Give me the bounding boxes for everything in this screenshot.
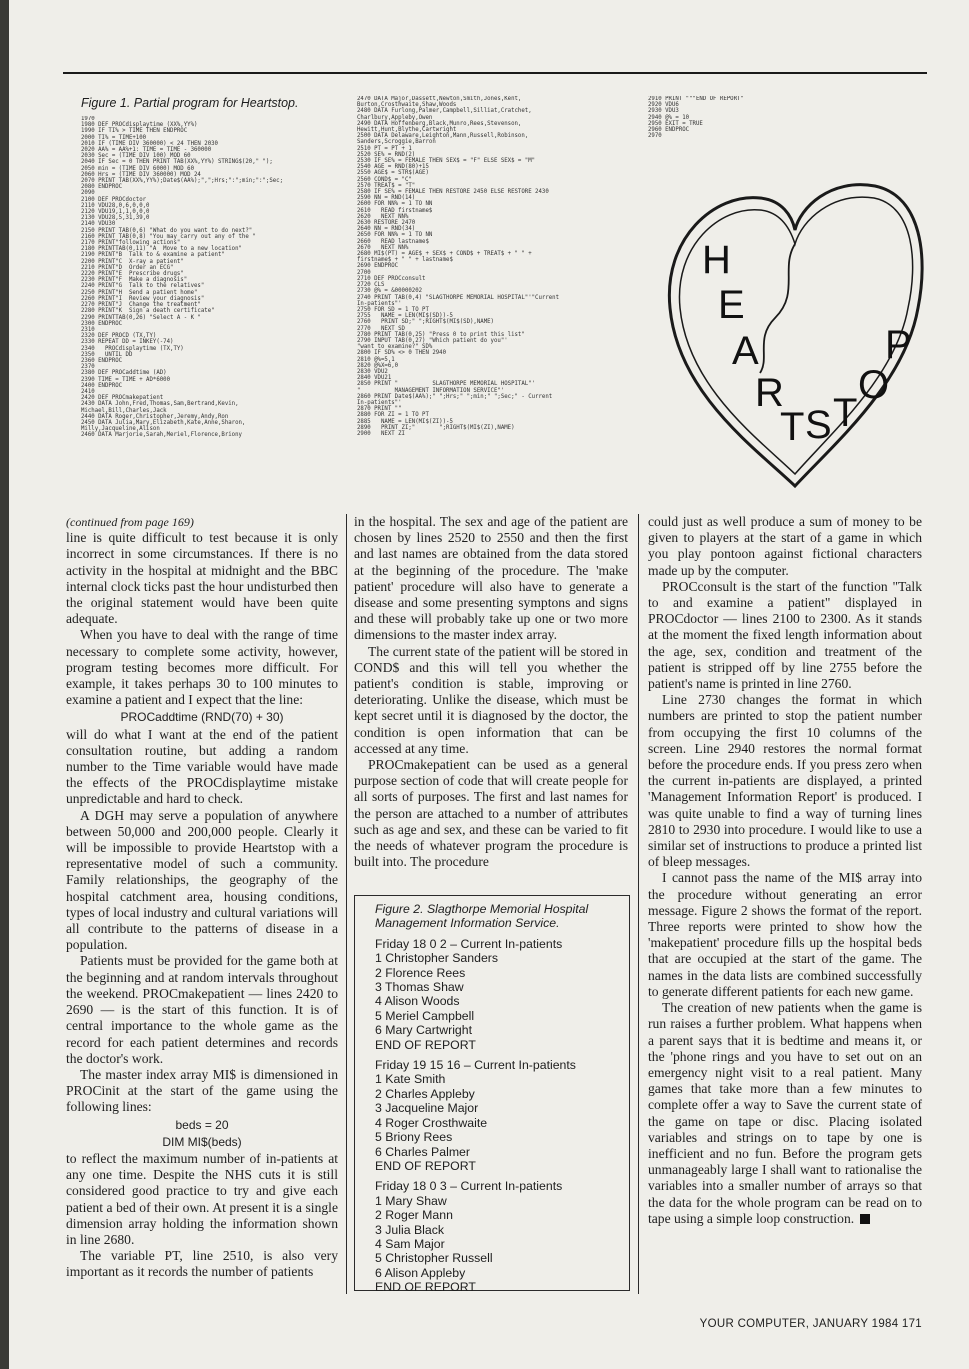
logo-letter: P xyxy=(885,323,912,367)
paragraph-text: The creation of new patients when the game is run raises a further problem. What happens when a parent says that it is bedtime and means it, or the 'phone rings and you have to set out on an emergency night visit to a real patient. Many games that take more than a few minutes to complete offer a way to Save the current state of the game on tape or disc. Placing isolated variables and strings on to tape by one is inefficient and no fun. Before the program gets unmanageably large I shall want to rationalise the variables into a smaller number of arrays so that the data for the whole program can be read on to tape using a simple loop construction. xyxy=(648,1000,922,1226)
patient-row: 2 Roger Mann xyxy=(375,1208,453,1223)
report-header: Friday 19 15 16 – Current In-patients xyxy=(375,1058,576,1073)
report-header: Friday 18 0 2 – Current In-patients xyxy=(375,936,563,951)
report-end: END OF REPORT xyxy=(375,1158,476,1173)
patient-row: 1 Christopher Sanders xyxy=(375,951,499,966)
logo-letter: S xyxy=(805,403,832,447)
paragraph: in the hospital. The sex and age of the patient are chosen by lines 2520 to 2550 and then the first and last names are obtained from the data stored at the beginning of the procedure. The 'make patient' procedure will also have to generate a disease and some presenting symptons and signs and these will probably take up one or two more dimensions to the master index array. xyxy=(354,514,628,643)
patient-row: 4 Roger Crosthwaite xyxy=(375,1115,488,1130)
patient-row: 1 Kate Smith xyxy=(375,1072,446,1087)
patient-row: 2 Charles Appleby xyxy=(375,1086,475,1101)
patient-row: 4 Alison Woods xyxy=(375,994,460,1009)
code-column-2: 2470 DATA Major,Dassett,Newton,Smith,Jones,Kent, Burton,Crosthwaite,Shaw,Woods 2480 DATA Furlong,Palmer,Campbell,Silliat,Cratchet, Charlbury,Appleby,Owen 2490 DATA Hoffenberg,Black,Munro,Rees,Stevenson, Hewitt,Hunt,Blythe,Cartwright 2500 DATA Delaware,Leighton,Mann,Russell,Robinson, Sanders,Scroggie,Barron 2510 PT = PT + 1 2520 SE% = RND(2) 2530 IF SE% = FEMALE THEN SEX$ = "F" ELSE SEX$ = "M" 2540 AGE = RND(80)+15 2550 AGE$ = STR$(AGE) 2560 COND$ = "C" 2570 TREAT$ = "T" 2580 IF SE% = FEMALE THEN RESTORE 2450 ELSE RESTORE 2430 2590 NN = RND(14) 2600 FOR NN% = 1 TO NN 2610 READ firstname$ 2620 NEXT NN% 2630 RESTORE 2470 2640 NN = RND(34) 2650 FOR NN% = 1 TO NN 2660 READ lastname$ 2670 NEXT NN% 2680 MI$(PT) = AGE$ + SEX$ + COND$ + TREAT$ + " " + firstname$ + " " + lastname$ 2690 ENDPROC 2700 2710 DEF PROCconsult 2720 CLS 2730 @% = &00000202 2740 PRINT TAB(0,4) "SLAGTHORPE MEMORIAL HOSPITAL"'"Current In-patients"' 2750 FOR SD = 1 TO PT 2755 NAME = LEN(MI$(SD))-5 2760 PRINT SD;" ";RIGHT$(MI$(SD),NAME) 2770 NEXT SD 2780 PRINT TAB(0,25) "Press 0 to print this list" 2790 INPUT TAB(0,27) "Which patient do you"' "want to examine?" SD% 2800 IF SD% <> 0 THEN 2940 2810 @%=5,1 2820 @%X=6,0 2830 VDU2 2840 VDU21 2850 PRINT " SLAGTHORPE MEMORIAL HOSPITAL"' " MANAGEMENT INFORMATION SERVICE"' 2860 PRINT Date$(AA%);" ";Hrs;" ";min;" ";Sec;" - Current In-patients"' 2870 PRINT "" 2880 FOR ZI = 1 TO PT 2885 NAME = LEN(MI$(ZI))-5 2890 PRINT ZI;" ";RIGHT$(MI$(ZI),NAME) 2900 NEXT ZI xyxy=(357,96,560,437)
patient-row: 2 Florence Rees xyxy=(375,965,466,980)
column-divider xyxy=(346,514,347,1294)
patient-row: 3 Thomas Shaw xyxy=(375,980,464,995)
paragraph xyxy=(648,1000,922,1227)
article-column-2 xyxy=(354,514,628,870)
article-column-3 xyxy=(648,514,922,1227)
paragraph: PROCmakepatient can be used as a general purpose section of code that will create people for all sorts of purposes. The first and last names for the person are attached to a number of attributes such as age and sex, and these can be varied to fit the needs of whatever program the procedure is built into. The procedure xyxy=(354,757,628,870)
logo-letter: T xyxy=(780,405,805,449)
report-block xyxy=(375,1179,621,1294)
patient-row: 4 Sam Major xyxy=(375,1236,445,1251)
code-column-3: 2910 PRINT """END OF REPORT" 2920 VDU6 2930 VDU3 2940 @% = 10 2950 EXIT = TRUE 2960 ENDPROC 2970 xyxy=(648,96,744,140)
paragraph: to reflect the maximum number of in-patients at any one time. Despite the NHS cuts it is still considered good practice to try and give each patient a bed of their own. At present it is a single dimension array holding the information shown in line 2680. xyxy=(66,1150,338,1247)
patient-row: 5 Meriel Campbell xyxy=(375,1008,475,1023)
paragraph: PROCconsult is the start of the function "Talk to and examine a patient" displayed in PROCdoctor — lines 2100 to 2300. As it stands at the moment the fixed length information about the age, sex, condition and treatment of the patient is stripped off by line 2755 before the patient's name is printed in line 2760. xyxy=(648,578,922,692)
figure2-report-box xyxy=(354,895,630,1295)
paragraph: The master index array MI$ is dimensioned in PROCinit at the start of the game using the following lines: xyxy=(66,1066,338,1115)
patient-row: 6 Charles Palmer xyxy=(375,1144,470,1159)
code-line: DIM MI$(beds) xyxy=(162,1134,242,1149)
logo-letter: O xyxy=(858,363,890,407)
paragraph: will do what I want at the end of the patient consultation routine, but adding a random number to the Time variable would have made the effects of the PROCdisplaytime mistake unpredictable and hard to check. xyxy=(66,726,338,807)
page-footer: YOUR COMPUTER, JANUARY 1984 171 xyxy=(699,1318,922,1330)
logo-letter: A xyxy=(732,329,759,373)
code-line: beds = 20 xyxy=(175,1117,229,1132)
figure1-title: Figure 1. Partial program for Heartstop. xyxy=(81,96,299,110)
paragraph: When you have to deal with the range of time necessary to complete some activity, however, program testing becomes more difficult. For example, it takes perhaps 30 to 100 minutes to examine a patient and I expect that the line: xyxy=(66,627,338,708)
report-end: END OF REPORT xyxy=(375,1280,476,1295)
logo-letter: R xyxy=(755,371,784,415)
patient-row: 3 Julia Black xyxy=(375,1222,445,1237)
page-spine xyxy=(0,0,9,1369)
logo-letter: E xyxy=(718,283,745,327)
column-divider xyxy=(638,514,639,1294)
report-header: Friday 18 0 3 – Current In-patients xyxy=(375,1179,563,1194)
code-line: PROCaddtime (RND(70) + 30) xyxy=(120,710,284,725)
patient-row: 5 Briony Rees xyxy=(375,1130,453,1145)
heart-crack xyxy=(760,244,795,373)
patient-row: 5 Christopher Russell xyxy=(375,1251,493,1266)
paragraph: could just as well produce a sum of money to be given to players at the start of a game in which you play pontoon against fictional characters made up by the computer. xyxy=(648,514,922,578)
heartstop-logo xyxy=(660,168,930,493)
end-of-article-mark xyxy=(860,1214,870,1224)
logo-letter: T xyxy=(833,391,858,435)
paragraph: The current state of the patient will be stored in COND$ and this will tell you whether the patient's condition is stable, improving or deteriorating. Unlike the disease, which must be kept secret until it is diagnosed by the doctor, the condition is open information that can be accessed at any time. xyxy=(354,643,628,756)
report-block xyxy=(375,1058,621,1173)
paragraph: Patients must be provided for the game both at the beginning and at random intervals throughout the weekend. PROCmakepatient — lines 2420 to 2690 — is the start of this function. It is of central importance to the whole game as the record for each patient determines and records the doctor's work. xyxy=(66,953,338,1066)
logo-letter: H xyxy=(702,238,731,282)
code-column-1: 1970 1980 DEF PROCdisplaytime (XX%,YY%) 1990 IF TI% > TIME THEN ENDPROC 2000 TI% = TIME+100 2010 IF (TIME DIV 360000) < 24 THEN 2030 2020 AA% = AA%+1: TIME = TIME - 360000 2030 Sec = (TIME DIV 100) MOD 60 2040 IF Sec = 0 THEN PRINT TAB(XX%,YY%) STRING$(20," "); 2050 min = (TIME DIV 6000) MOD 60 2060 Hrs = (TIME DIV 360000) MOD 24 2070 PRINT TAB(XX%,YY%);Date$(AA%);",";Hrs;":";min;":";Sec; 2080 ENDPROC 2090 2100 DEF PROCdoctor 2110 VDU28,0,6,0,0,0 2120 VDU19,1,1,0,0,0 2130 VDU28,5,31,39,0 2140 VDU30 2150 PRINT TAB(0,6) "What do you want to do next?" 2160 PRINT TAB(0,8) "You may carry out any of the " 2170 PRINT"following actions" 2180 PRINTTAB(0,11) "A Move to a new location" 2190 PRINT"B Talk to & examine a patient" 2200 PRINT"C X-ray a patient" 2210 PRINT"D Order an ECG" 2220 PRINT"E Prescribe drugs" 2230 PRINT"F Make a diagnosis" 2240 PRINT"G Talk to the relatives" 2250 PRINT"H Send a patient home" 2260 PRINT"I Review your diagnosis" 2270 PRINT"J Change the treatment" 2280 PRINT"K Sign a death certificate" 2290 PRINTTAB(0,26) "Select A - K " 2300 ENDPROC 2310 2320 DEF PROCD (TX,TY) 2330 REPEAT DD = INKEY(-74) 2340 PROCdisplaytime (TX,TY) 2350 UNTIL DD 2360 ENDPROC 2370 2380 DEF PROCaddtime (AD) 2390 TIME = TIME + AD*6000 2400 ENDPROC 2410 2420 DEF PROCmakepatient 2430 DATA John,Fred,Thomas,Sam,Bertrand,Kevin, Michael,Bill,Charles,Jack 2440 DATA Roger,Christopher,Jeremy,Andy,Ron 2450 DATA Julia,Mary,Elizabeth,Kate,Anne,Sharon, Milly,Jacqueline,Alison 2460 DATA Marjorie,Sarah,Meriel,Florence,Briony xyxy=(81,116,284,439)
paragraph: The variable PT, line 2510, is also very important as it records the number of patients xyxy=(66,1248,338,1280)
paragraph: line is quite difficult to test because it is only incorrect in some circumstances. If there is no activity in the hospital at midnight and the BBC internal clock ticks past the hour undisturbed then the original statement would have been quite adequate. xyxy=(66,530,338,627)
top-rule xyxy=(63,72,927,74)
patient-row: 6 Alison Appleby xyxy=(375,1265,466,1280)
patient-row: 1 Mary Shaw xyxy=(375,1193,447,1208)
paragraph: Line 2730 changes the format in which numbers are printed to stop the patient number from occupying the first 10 columns of the screen. Line 2940 restores the normal format before the procedure ends. If you press zero when the current in-patients are displayed, a printed 'Management Information Report' is produced. I was quite unable to find a way of turning lines 2810 to 2930 into procedure. I would like to use a similar set of instructions to produce a printed list of bleep messages. xyxy=(648,692,922,870)
report-end: END OF REPORT xyxy=(375,1037,476,1052)
show-through-text xyxy=(310,30,910,70)
paragraph: I cannot pass the name of the MI$ array into the procedure without generating an error message. Figure 2 shows the format of the report. Three reports were printed to show how the 'makepatient' procedure fills up the hospital beds that are occupied at the start of the game. The names in the data lists are combined successfully to generate different patients for each new game. xyxy=(648,870,922,999)
patient-row: 6 Mary Cartwright xyxy=(375,1023,473,1038)
report-block xyxy=(375,937,621,1052)
figure2-title: Figure 2. Slagthorpe Memorial Hospital Management Information Service. xyxy=(375,902,589,931)
patient-row: 3 Jacqueline Major xyxy=(375,1101,479,1116)
article-column-1 xyxy=(66,514,338,1281)
paragraph: A DGH may serve a population of anywhere between 50,000 and 200,000 people. Clearly it will be impossible to provide Heartstop with a representative model of such a community. Family relationships, the geography of the hospital catchment area, housing conditions, types of local industry and cultural variations will all contribute to the patterns of disease in a population. xyxy=(66,807,338,953)
continued-note: (continued from page 169) xyxy=(66,515,194,529)
